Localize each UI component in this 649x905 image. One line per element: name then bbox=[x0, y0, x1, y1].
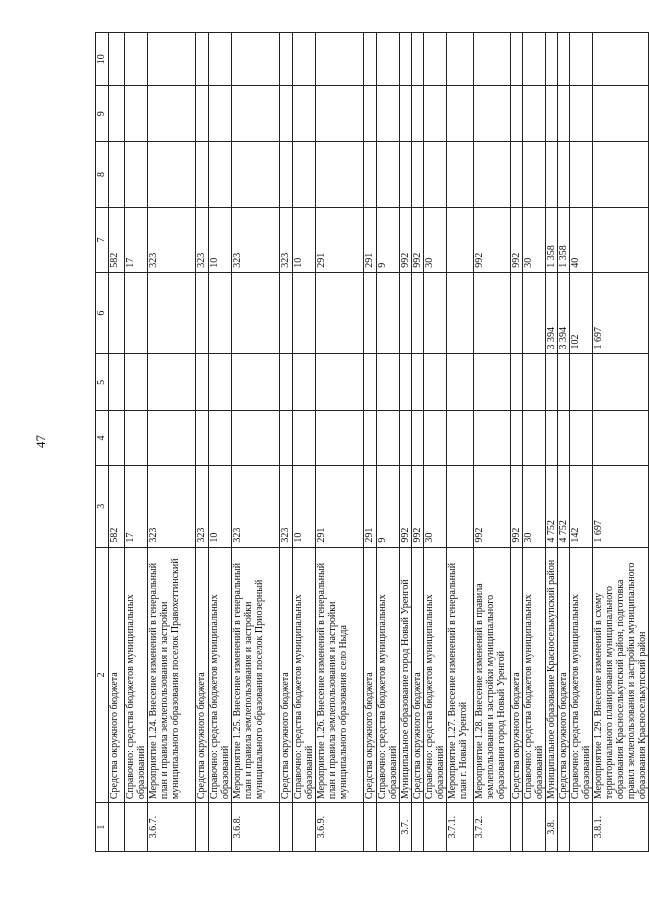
value-cell: 3 394 bbox=[546, 272, 558, 354]
value-cell bbox=[546, 411, 558, 466]
table-row bbox=[196, 33, 209, 852]
table-row bbox=[280, 33, 293, 852]
value-cell bbox=[293, 411, 316, 466]
row-name-cell: Мероприятие 1.26. Внесение изменений в генеральный план и правила землепользования и застройки муниципального образования село Ныда bbox=[316, 547, 364, 803]
table-row bbox=[546, 33, 558, 852]
value-cell: 323 bbox=[148, 465, 196, 547]
table-row bbox=[593, 33, 649, 852]
row-code-cell bbox=[209, 803, 232, 852]
row-name-cell: Мероприятие 1.27. Внесение изменений в генеральный план г. Новый Уренгой bbox=[447, 547, 474, 803]
value-cell bbox=[570, 411, 593, 466]
value-cell bbox=[523, 272, 546, 354]
row-code-cell bbox=[412, 803, 424, 852]
value-cell: 1 358 bbox=[558, 207, 570, 272]
value-cell: 992 bbox=[511, 465, 523, 547]
value-cell bbox=[377, 86, 400, 142]
value-cell bbox=[546, 86, 558, 142]
table-row bbox=[209, 33, 232, 852]
value-cell: 992 bbox=[474, 465, 511, 547]
value-cell: 30 bbox=[424, 207, 447, 272]
value-cell bbox=[148, 86, 196, 142]
table-row bbox=[125, 33, 148, 852]
value-cell bbox=[232, 33, 280, 86]
value-cell bbox=[377, 142, 400, 208]
row-name-cell: Средства окружного бюджета bbox=[412, 547, 424, 803]
value-cell: 10 bbox=[293, 465, 316, 547]
value-cell bbox=[400, 354, 412, 411]
budget-table bbox=[95, 32, 649, 852]
value-cell bbox=[293, 272, 316, 354]
value-cell bbox=[316, 354, 364, 411]
value-cell bbox=[316, 411, 364, 466]
value-cell: 1 697 bbox=[593, 272, 649, 354]
value-cell bbox=[474, 33, 511, 86]
value-cell bbox=[148, 33, 196, 86]
value-cell bbox=[196, 86, 209, 142]
value-cell bbox=[570, 354, 593, 411]
table-row bbox=[511, 33, 523, 852]
value-cell: 1 697 bbox=[593, 465, 649, 547]
value-cell bbox=[558, 354, 570, 411]
row-name-cell: Средства окружного бюджета bbox=[511, 547, 523, 803]
value-cell bbox=[377, 354, 400, 411]
table-row bbox=[232, 33, 280, 852]
value-cell bbox=[546, 142, 558, 208]
table-row bbox=[523, 33, 546, 852]
value-cell bbox=[447, 354, 474, 411]
value-cell bbox=[364, 86, 377, 142]
value-cell: 582 bbox=[109, 465, 125, 547]
value-cell bbox=[523, 86, 546, 142]
table-row bbox=[474, 33, 511, 852]
value-cell bbox=[474, 86, 511, 142]
value-cell bbox=[125, 86, 148, 142]
value-cell bbox=[412, 354, 424, 411]
value-cell bbox=[523, 142, 546, 208]
value-cell bbox=[447, 411, 474, 466]
row-code-cell bbox=[570, 803, 593, 852]
value-cell bbox=[209, 86, 232, 142]
header-cell: 5 bbox=[96, 354, 109, 411]
value-cell: 30 bbox=[424, 465, 447, 547]
value-cell bbox=[125, 411, 148, 466]
value-cell bbox=[447, 272, 474, 354]
table-row bbox=[424, 33, 447, 852]
row-code-cell bbox=[293, 803, 316, 852]
row-name-cell: Муниципальное образование город Новый Уренгой bbox=[400, 547, 412, 803]
row-name-cell: Мероприятие 1.25. Внесение изменений в генеральный план и правила землепользования и застройки муниципального образования поселок Приозерный bbox=[232, 547, 280, 803]
value-cell bbox=[558, 86, 570, 142]
value-cell bbox=[412, 86, 424, 142]
header-cell: 10 bbox=[96, 33, 109, 86]
value-cell bbox=[558, 142, 570, 208]
row-code-cell: 3.6.8. bbox=[232, 803, 280, 852]
value-cell bbox=[400, 411, 412, 466]
value-cell bbox=[280, 411, 293, 466]
value-cell bbox=[511, 86, 523, 142]
value-cell: 323 bbox=[196, 465, 209, 547]
value-cell bbox=[232, 272, 280, 354]
value-cell bbox=[148, 354, 196, 411]
value-cell bbox=[474, 354, 511, 411]
value-cell bbox=[316, 86, 364, 142]
value-cell bbox=[196, 411, 209, 466]
value-cell: 291 bbox=[316, 465, 364, 547]
value-cell bbox=[316, 272, 364, 354]
table-row bbox=[570, 33, 593, 852]
value-cell: 323 bbox=[196, 207, 209, 272]
value-cell bbox=[209, 272, 232, 354]
value-cell bbox=[209, 354, 232, 411]
value-cell: 102 bbox=[570, 272, 593, 354]
value-cell bbox=[412, 33, 424, 86]
value-cell bbox=[232, 142, 280, 208]
value-cell bbox=[511, 411, 523, 466]
value-cell: 323 bbox=[232, 207, 280, 272]
value-cell bbox=[523, 354, 546, 411]
value-cell: 142 bbox=[570, 465, 593, 547]
header-cell: 7 bbox=[96, 207, 109, 272]
value-cell: 1 358 bbox=[546, 207, 558, 272]
value-cell bbox=[412, 411, 424, 466]
value-cell bbox=[232, 354, 280, 411]
table-row bbox=[148, 33, 196, 852]
value-cell bbox=[377, 272, 400, 354]
value-cell bbox=[511, 33, 523, 86]
value-cell bbox=[196, 33, 209, 86]
value-cell bbox=[400, 142, 412, 208]
row-name-cell: Средства окружного бюджета bbox=[558, 547, 570, 803]
value-cell bbox=[280, 272, 293, 354]
value-cell: 9 bbox=[377, 465, 400, 547]
value-cell bbox=[593, 207, 649, 272]
value-cell bbox=[209, 142, 232, 208]
value-cell bbox=[523, 33, 546, 86]
value-cell bbox=[447, 33, 474, 86]
value-cell: 40 bbox=[570, 207, 593, 272]
row-name-cell: Средства окружного бюджета bbox=[109, 547, 125, 803]
row-name-cell: Муниципальное образование Красноселькупский район bbox=[546, 547, 558, 803]
row-name-cell: Справочно: средства бюджетов муниципальных образований bbox=[209, 547, 232, 803]
row-name-cell: Справочно: средства бюджетов муниципальных образований bbox=[424, 547, 447, 803]
row-code-cell: 3.7. bbox=[400, 803, 412, 852]
value-cell bbox=[593, 86, 649, 142]
row-code-cell bbox=[424, 803, 447, 852]
row-name-cell: Мероприятие 1.28. Внесение изменений в правила землепользования и застройки муниципального образования город Новый Уренгой bbox=[474, 547, 511, 803]
value-cell bbox=[232, 411, 280, 466]
value-cell bbox=[364, 354, 377, 411]
header-row bbox=[96, 33, 109, 852]
value-cell: 992 bbox=[474, 207, 511, 272]
value-cell bbox=[558, 33, 570, 86]
row-code-cell bbox=[558, 803, 570, 852]
value-cell bbox=[125, 142, 148, 208]
value-cell bbox=[377, 33, 400, 86]
header-cell: 6 bbox=[96, 272, 109, 354]
value-cell bbox=[109, 142, 125, 208]
value-cell: 4 752 bbox=[558, 465, 570, 547]
row-name-cell: Мероприятие 1.24. Внесение изменений в генеральный план и правила землепользования и застройки муниципального образования поселок Правохеттинский bbox=[148, 547, 196, 803]
row-name-cell: Справочно: средства бюджетов муниципальных образований bbox=[570, 547, 593, 803]
row-code-cell: 3.7.1. bbox=[447, 803, 474, 852]
value-cell bbox=[412, 272, 424, 354]
value-cell bbox=[364, 33, 377, 86]
row-code-cell: 3.7.2. bbox=[474, 803, 511, 852]
row-code-cell bbox=[523, 803, 546, 852]
value-cell bbox=[125, 33, 148, 86]
header-cell: 2 bbox=[96, 547, 109, 803]
value-cell bbox=[447, 465, 474, 547]
value-cell bbox=[400, 86, 412, 142]
value-cell bbox=[511, 142, 523, 208]
value-cell bbox=[593, 354, 649, 411]
value-cell bbox=[424, 411, 447, 466]
value-cell bbox=[196, 142, 209, 208]
value-cell bbox=[570, 33, 593, 86]
table-row bbox=[316, 33, 364, 852]
value-cell: 323 bbox=[280, 207, 293, 272]
row-code-cell: 3.8.1. bbox=[593, 803, 649, 852]
value-cell: 291 bbox=[364, 465, 377, 547]
value-cell bbox=[546, 354, 558, 411]
row-code-cell: 3.8. bbox=[546, 803, 558, 852]
value-cell: 17 bbox=[125, 207, 148, 272]
value-cell bbox=[280, 142, 293, 208]
table-row bbox=[400, 33, 412, 852]
header-cell: 4 bbox=[96, 411, 109, 466]
value-cell bbox=[293, 142, 316, 208]
table-row bbox=[558, 33, 570, 852]
table-row bbox=[293, 33, 316, 852]
rotated-table-container bbox=[95, 32, 648, 852]
value-cell bbox=[293, 86, 316, 142]
value-cell bbox=[570, 142, 593, 208]
value-cell bbox=[400, 33, 412, 86]
value-cell: 9 bbox=[377, 207, 400, 272]
value-cell: 10 bbox=[209, 207, 232, 272]
value-cell bbox=[377, 411, 400, 466]
row-name-cell: Справочно: средства бюджетов муниципальных образований bbox=[523, 547, 546, 803]
value-cell bbox=[364, 411, 377, 466]
value-cell bbox=[511, 354, 523, 411]
value-cell: 30 bbox=[523, 207, 546, 272]
value-cell: 323 bbox=[280, 465, 293, 547]
header-cell: 3 bbox=[96, 465, 109, 547]
value-cell bbox=[316, 142, 364, 208]
value-cell bbox=[424, 272, 447, 354]
value-cell bbox=[593, 142, 649, 208]
row-code-cell: 3.6.9. bbox=[316, 803, 364, 852]
row-name-cell: Справочно: средства бюджетов муниципальных образований bbox=[293, 547, 316, 803]
value-cell bbox=[474, 411, 511, 466]
value-cell bbox=[109, 272, 125, 354]
header-cell: 9 bbox=[96, 86, 109, 142]
value-cell bbox=[523, 411, 546, 466]
value-cell bbox=[424, 33, 447, 86]
value-cell: 992 bbox=[412, 207, 424, 272]
value-cell: 291 bbox=[316, 207, 364, 272]
row-code-cell: 3.6.7. bbox=[148, 803, 196, 852]
value-cell bbox=[400, 272, 412, 354]
row-code-cell bbox=[364, 803, 377, 852]
row-code-cell bbox=[125, 803, 148, 852]
value-cell bbox=[424, 354, 447, 411]
value-cell bbox=[148, 142, 196, 208]
value-cell bbox=[109, 354, 125, 411]
value-cell: 10 bbox=[293, 207, 316, 272]
value-cell bbox=[424, 86, 447, 142]
value-cell bbox=[447, 207, 474, 272]
row-code-cell bbox=[511, 803, 523, 852]
value-cell bbox=[209, 411, 232, 466]
value-cell bbox=[280, 86, 293, 142]
row-name-cell: Средства окружного бюджета bbox=[196, 547, 209, 803]
value-cell bbox=[593, 411, 649, 466]
value-cell bbox=[125, 272, 148, 354]
value-cell bbox=[424, 142, 447, 208]
value-cell bbox=[447, 142, 474, 208]
value-cell: 291 bbox=[364, 207, 377, 272]
value-cell bbox=[109, 411, 125, 466]
row-code-cell bbox=[377, 803, 400, 852]
value-cell: 17 bbox=[125, 465, 148, 547]
value-cell bbox=[593, 33, 649, 86]
table-row bbox=[364, 33, 377, 852]
value-cell bbox=[280, 354, 293, 411]
value-cell bbox=[196, 272, 209, 354]
value-cell bbox=[109, 86, 125, 142]
table-row bbox=[109, 33, 125, 852]
value-cell bbox=[474, 142, 511, 208]
page-number: 47 bbox=[33, 435, 48, 448]
value-cell bbox=[316, 33, 364, 86]
value-cell: 992 bbox=[400, 207, 412, 272]
value-cell bbox=[196, 354, 209, 411]
value-cell bbox=[109, 33, 125, 86]
value-cell: 30 bbox=[523, 465, 546, 547]
value-cell bbox=[511, 272, 523, 354]
value-cell bbox=[364, 272, 377, 354]
value-cell bbox=[558, 411, 570, 466]
row-name-cell: Средства окружного бюджета bbox=[280, 547, 293, 803]
value-cell bbox=[148, 411, 196, 466]
value-cell: 323 bbox=[232, 465, 280, 547]
value-cell bbox=[364, 142, 377, 208]
value-cell bbox=[447, 86, 474, 142]
value-cell bbox=[293, 354, 316, 411]
row-code-cell bbox=[280, 803, 293, 852]
value-cell: 582 bbox=[109, 207, 125, 272]
table-row bbox=[377, 33, 400, 852]
row-name-cell: Справочно: средства бюджетов муниципальных образований bbox=[377, 547, 400, 803]
value-cell bbox=[293, 33, 316, 86]
value-cell bbox=[125, 354, 148, 411]
value-cell bbox=[209, 33, 232, 86]
table-row bbox=[447, 33, 474, 852]
row-name-cell: Мероприятие 1.29. Внесение изменений в схему территориального планирования муниципального образования Красноселькупский район, подготовка правил землепользования и застройки муниципального образования Красноселькупский район bbox=[593, 547, 649, 803]
row-name-cell: Средства окружного бюджета bbox=[364, 547, 377, 803]
value-cell: 3 394 bbox=[558, 272, 570, 354]
value-cell bbox=[546, 33, 558, 86]
value-cell bbox=[412, 142, 424, 208]
value-cell bbox=[280, 33, 293, 86]
value-cell bbox=[474, 272, 511, 354]
value-cell: 992 bbox=[511, 207, 523, 272]
value-cell: 10 bbox=[209, 465, 232, 547]
row-code-cell bbox=[196, 803, 209, 852]
value-cell: 992 bbox=[412, 465, 424, 547]
value-cell: 4 752 bbox=[546, 465, 558, 547]
table-row bbox=[412, 33, 424, 852]
row-code-cell bbox=[109, 803, 125, 852]
value-cell bbox=[232, 86, 280, 142]
value-cell: 992 bbox=[400, 465, 412, 547]
value-cell bbox=[148, 272, 196, 354]
value-cell: 323 bbox=[148, 207, 196, 272]
header-cell: 8 bbox=[96, 142, 109, 208]
row-name-cell: Справочно: средства бюджетов муниципальных образований bbox=[125, 547, 148, 803]
value-cell bbox=[570, 86, 593, 142]
header-cell: 1 bbox=[96, 803, 109, 852]
